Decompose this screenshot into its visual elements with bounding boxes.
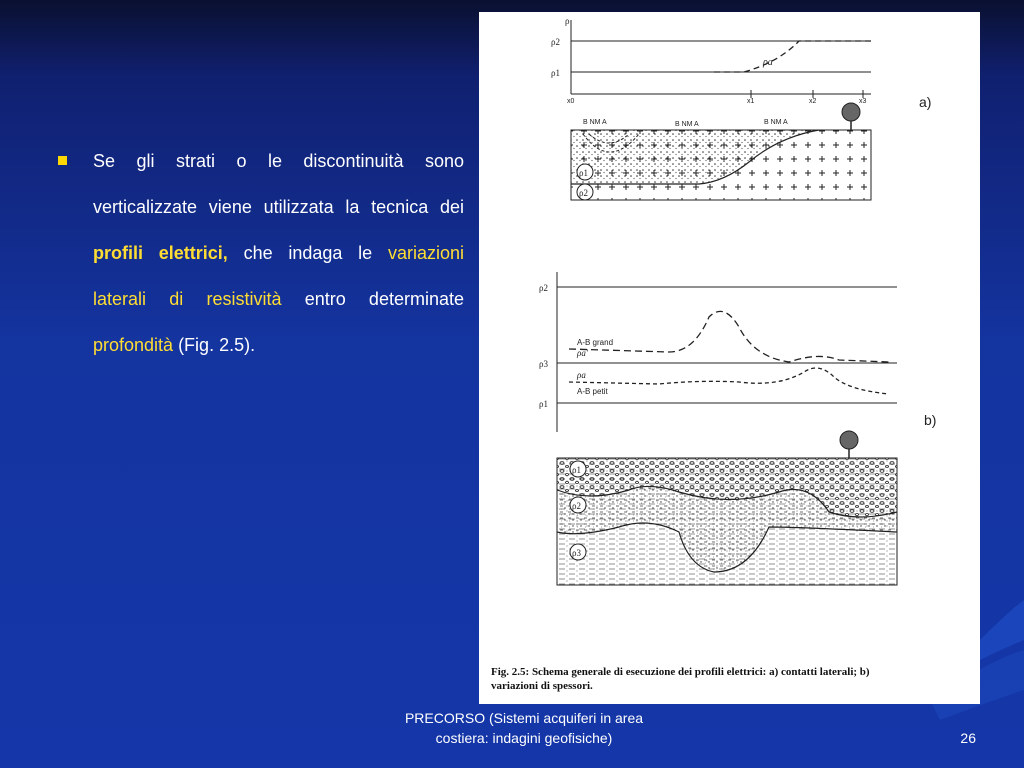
b-layer2-label: ρ2 xyxy=(572,501,581,511)
a-layer2-label: ρ2 xyxy=(579,188,588,198)
b-ab-petit-label: A-B petit xyxy=(577,387,608,396)
a-x3-label: x3 xyxy=(859,98,867,105)
figure-panel xyxy=(479,12,980,704)
footer-title xyxy=(354,708,694,748)
text-plain-1: Se gli strati o le discontinuità sono verticalizzate viene utilizzata la tecnica dei xyxy=(93,151,464,217)
b-rho-a-prime-label: ρa' xyxy=(577,348,588,358)
b-layer1-label: ρ1 xyxy=(572,465,581,475)
b-rho-a-label: ρa xyxy=(577,370,586,380)
graph-a xyxy=(551,16,931,110)
tree-icon-a xyxy=(842,103,860,130)
figure-caption-line-1: Fig. 2.5: Schema generale di esecuzione dei profili elettrici: a) contatti laterali; b) xyxy=(491,666,870,678)
bullet-marker xyxy=(58,156,67,165)
a-electrode-2: B NM A xyxy=(675,121,699,128)
text-plain-3: entro determinate xyxy=(281,289,464,309)
text-plain-2: che indaga le xyxy=(227,243,388,263)
a-electrode-1: B NM A xyxy=(583,119,607,126)
b-rho2-label: ρ2 xyxy=(539,283,548,293)
a-rho-a-label: ρa xyxy=(763,57,773,68)
page-number: 26 xyxy=(960,730,976,746)
part-a-label: a) xyxy=(919,94,932,110)
b-rho3-label: ρ3 xyxy=(539,359,548,369)
part-b-label: b) xyxy=(924,412,937,428)
a-electrode-3: B NM A xyxy=(764,119,788,126)
keyword-variazioni: variazioni laterali di resistività xyxy=(93,243,464,309)
keyword-profondita: profondità xyxy=(93,335,174,355)
footer-line-2: costiera: indagini geofisiche) xyxy=(435,730,613,746)
figure-drawing xyxy=(479,12,980,704)
footer-line-1: PRECORSO (Sistemi acquiferi in area xyxy=(404,710,644,726)
b-layer3-label: ρ3 xyxy=(572,548,581,558)
a-rho1-label: ρ1 xyxy=(551,68,560,78)
section-b xyxy=(557,431,897,585)
b-ab-grand-label: A-B grand xyxy=(577,338,614,347)
keyword-profili-elettrici: profili elettrici, xyxy=(93,243,228,263)
a-layer1-label: ρ1 xyxy=(579,168,588,178)
a-x0-label: x0 xyxy=(567,98,575,105)
b-rho1-label: ρ1 xyxy=(539,399,548,409)
figure-caption-line-2: variazioni di spessori. xyxy=(491,680,593,692)
tree-icon-b xyxy=(840,431,858,458)
graph-b xyxy=(539,272,936,432)
bullet-text xyxy=(93,138,464,368)
text-plain-4: (Fig. 2.5). xyxy=(173,335,256,355)
bullet-list xyxy=(58,138,464,368)
a-rho2-label: ρ2 xyxy=(551,37,560,47)
a-x2-label: x2 xyxy=(809,98,817,105)
a-y-axis-label: ρ xyxy=(565,16,570,26)
a-x1-label: x1 xyxy=(747,98,755,105)
section-a xyxy=(571,103,871,200)
